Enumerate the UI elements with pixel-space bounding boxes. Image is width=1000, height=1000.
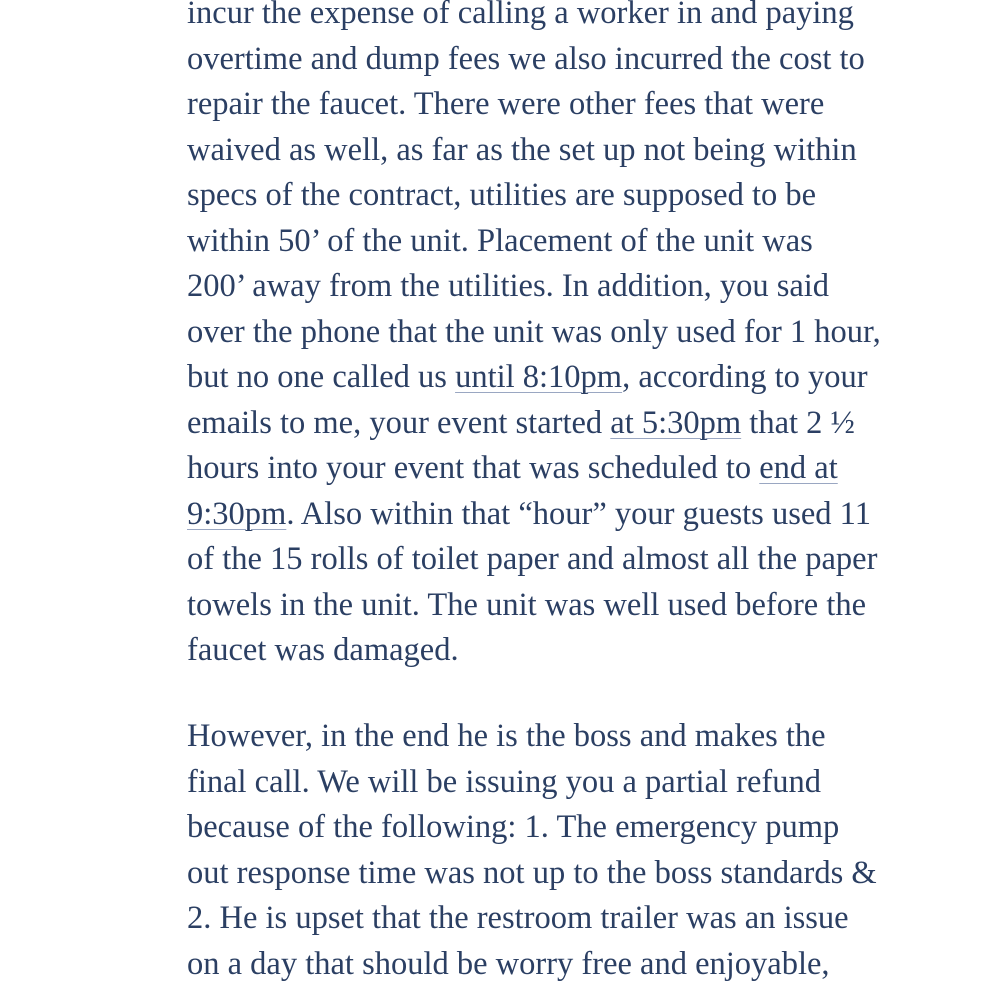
text-line: incur the expense of calling a worker in and paying (187, 0, 854, 31)
text-line: within 50’ of the unit. Placement of the unit was (187, 222, 813, 259)
text-segment: , according to your (622, 359, 868, 395)
text-line: overtime and dump fees we also incurred the cost to (187, 40, 865, 77)
text-segment: but no one called us (187, 359, 456, 395)
text-line (187, 355, 987, 401)
text-segment: that 2 ½ (741, 404, 855, 441)
text-line: of the 15 rolls of toilet paper and almost all the paper (187, 541, 878, 577)
paragraph-partial-refund (187, 714, 987, 987)
text-line: on a day that should be worry free and enjoyable, (187, 945, 830, 982)
text-segment: hours into your event that was scheduled to (187, 450, 760, 486)
time-link-until-8-10pm[interactable]: until 8:10pm (455, 359, 623, 395)
time-link-at-5-30pm[interactable]: at 5:30pm (610, 404, 742, 441)
text-line: towels in the unit. The unit was well used before the (187, 586, 867, 623)
text-line: However, in the end he is the boss and makes the (187, 718, 826, 754)
time-link-end-at[interactable]: end at (759, 450, 838, 486)
text-line: because of the following: 1. The emergency pump (187, 809, 840, 845)
text-segment: . Also within that “hour” your guests used 11 (286, 495, 871, 532)
time-link-9-30pm[interactable]: 9:30pm (187, 495, 287, 532)
text-line (187, 492, 987, 538)
text-line: out response time was not up to the boss standards & (187, 854, 877, 891)
text-line (187, 446, 987, 492)
text-line: over the phone that the unit was only used for 1 hour, (187, 313, 881, 350)
text-line: 2. He is upset that the restroom trailer was an issue (187, 900, 849, 936)
text-line (187, 401, 987, 447)
text-line: waived as well, as far as the set up not being within (187, 131, 857, 168)
text-segment: emails to me, your event started (187, 404, 611, 441)
text-line: repair the faucet. There were other fees that were (187, 86, 825, 122)
text-line: faucet was damaged. (187, 632, 459, 668)
text-line: specs of the contract, utilities are supposed to be (187, 177, 817, 213)
paragraph-refund-explanation (187, 0, 987, 674)
text-line: final call. We will be issuing you a partial refund (187, 763, 821, 800)
text-line: 200’ away from the utilities. In addition, you said (187, 268, 830, 304)
